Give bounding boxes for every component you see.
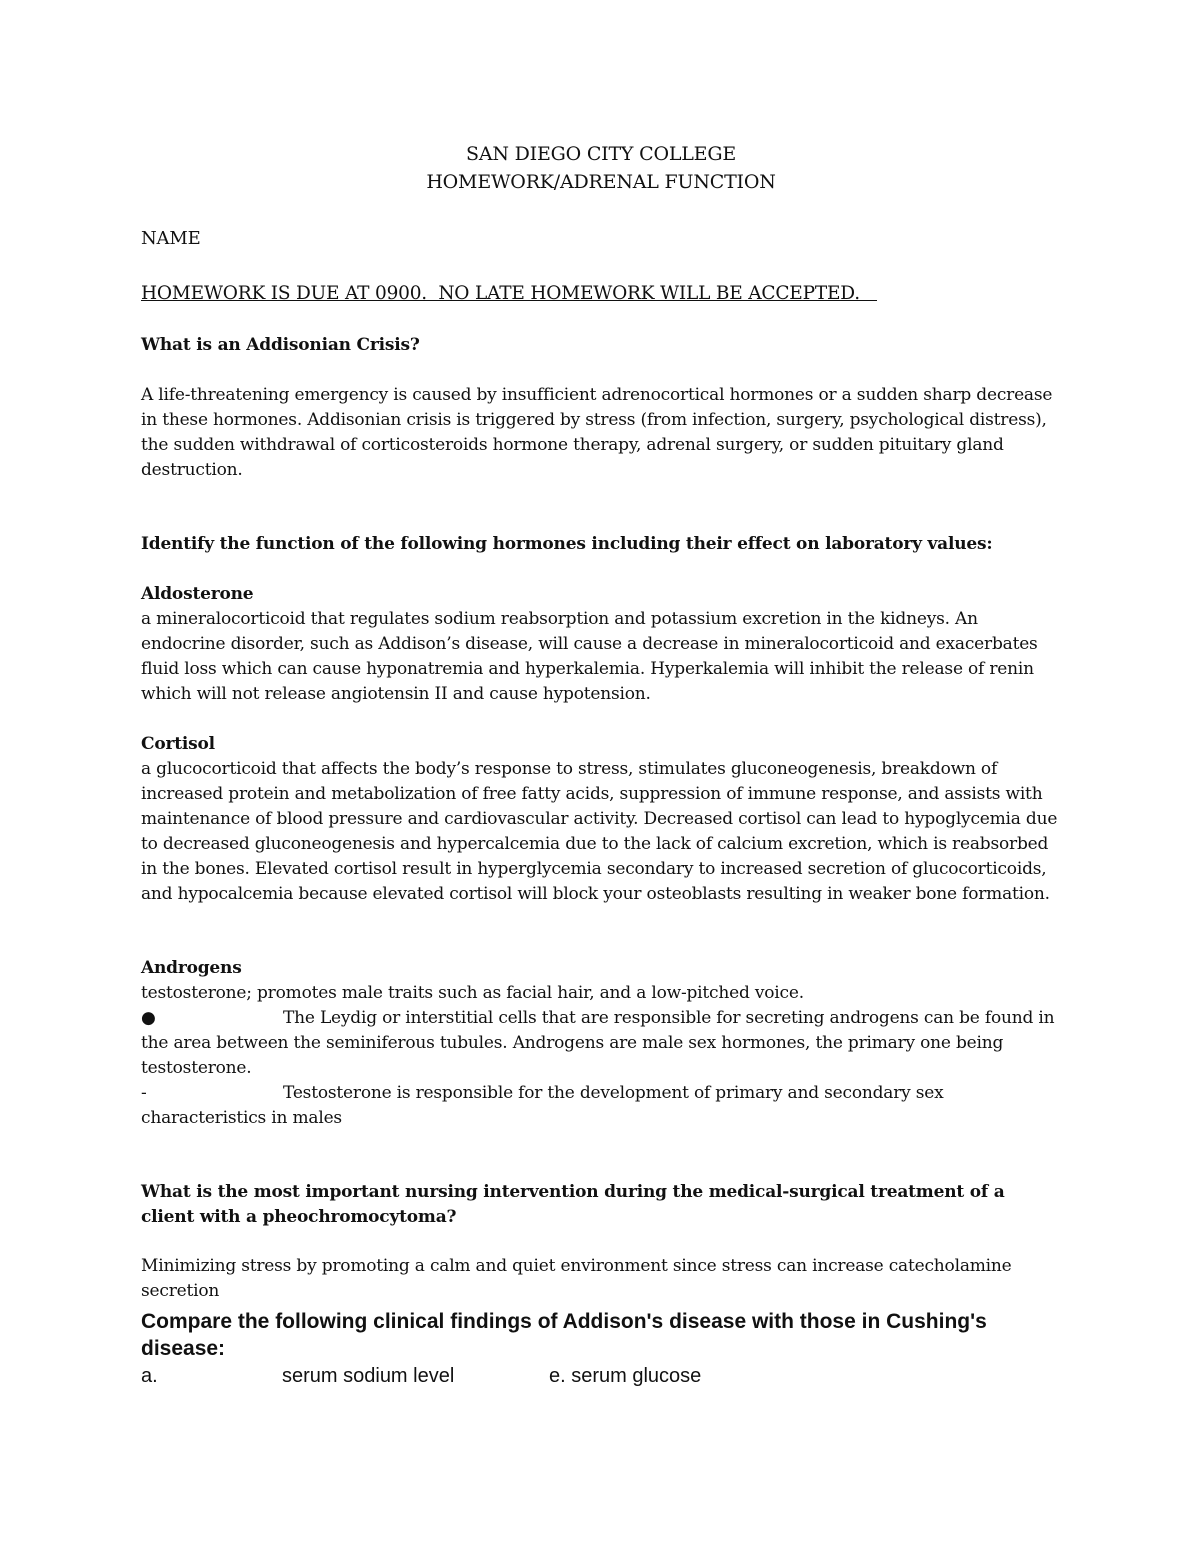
bullet-text: The Leydig or interstitial cells that are responsible for secreting androgens can be found in the area between the seminiferous tubules. Androgens are male sex hormones, the primary one being testosterone. — [141, 1008, 1055, 1078]
answer-addisonian-crisis: A life-threatening emergency is caused by insufficient adrenocortical hormones or a sudden sharp decrease in these hormones. Addisonian crisis is triggered by stress (from infection, surgery, psychological distress), the sudden withdrawal of corticosteroids hormone therapy, adrenal surgery, or sudden pituitary gland destruction. — [141, 385, 1053, 480]
text-cortisol: a glucocorticoid that affects the body’s response to stress, stimulates gluconeogenesis, breakdown of increased protein and metabolization of free fatty acids, suppression of immune response, and assists with maintenance of blood pressure and cardiovascular activity. Decreased cortisol can lead to hypoglycemia due to decreased gluconeogenesis and hypercalcemia due to the lack of calcium excretion, which is reabsorbed in the bones. Elevated cortisol result in hyperglycemia secondary to increased secretion of glucocorticoids, and hypocalcemia because elevated cortisol will block your osteoblasts resulting in weaker bone formation. — [141, 759, 1058, 904]
item-e-text: e. serum glucose — [549, 1365, 702, 1387]
text-androgens: testosterone; promotes male traits such as facial hair, and a low-pitched voice. — [141, 983, 804, 1003]
bullet-text: Testosterone is responsible for the development of primary and secondary sex characteristics in males — [141, 1083, 944, 1128]
bullet-marker: ● — [141, 1008, 156, 1028]
list-item — [141, 1006, 1061, 1081]
item-a-marker: a. — [141, 1365, 158, 1387]
question-nursing-intervention: What is the most important nursing intervention during the medical-surgical treatment of a client with a pheochromocytoma? — [141, 1182, 1005, 1227]
list-item — [141, 1081, 1061, 1131]
term-aldosterone: Aldosterone — [141, 584, 254, 604]
answer-nursing-intervention: Minimizing stress by promoting a calm and quiet environment since stress can increase catecholamine secretion — [141, 1256, 1012, 1301]
question-compare-findings: Compare the following clinical findings of Addison's disease with those in Cushing's disease: — [141, 1310, 987, 1360]
question-addisonian-crisis: What is an Addisonian Crisis? — [141, 335, 420, 355]
dash-marker: - — [141, 1083, 147, 1103]
assignment-title: HOMEWORK/ADRENAL FUNCTION — [426, 171, 776, 193]
text-aldosterone: a mineralocorticoid that regulates sodium reabsorption and potassium excretion in the kidneys. An endocrine disorder, such as Addison’s disease, will cause a decrease in mineralocorticoid and exacerbates fluid loss which can cause hyponatremia and hyperkalemia. Hyperkalemia will inhibit the release of renin which will not release angiotensin II and cause hypotension. — [141, 609, 1038, 704]
term-androgens: Androgens — [141, 958, 242, 978]
due-notice: HOMEWORK IS DUE AT 0900. NO LATE HOMEWORK WILL BE ACCEPTED. — [141, 283, 877, 304]
comparison-items-row — [141, 1362, 1061, 1392]
document-body — [141, 140, 1061, 1392]
term-cortisol: Cortisol — [141, 734, 215, 754]
name-label: NAME — [141, 228, 201, 249]
question-hormone-functions: Identify the function of the following hormones including their effect on laboratory values: — [141, 534, 993, 554]
item-a-text: serum sodium level — [282, 1365, 455, 1387]
institution-title: SAN DIEGO CITY COLLEGE — [466, 143, 736, 165]
